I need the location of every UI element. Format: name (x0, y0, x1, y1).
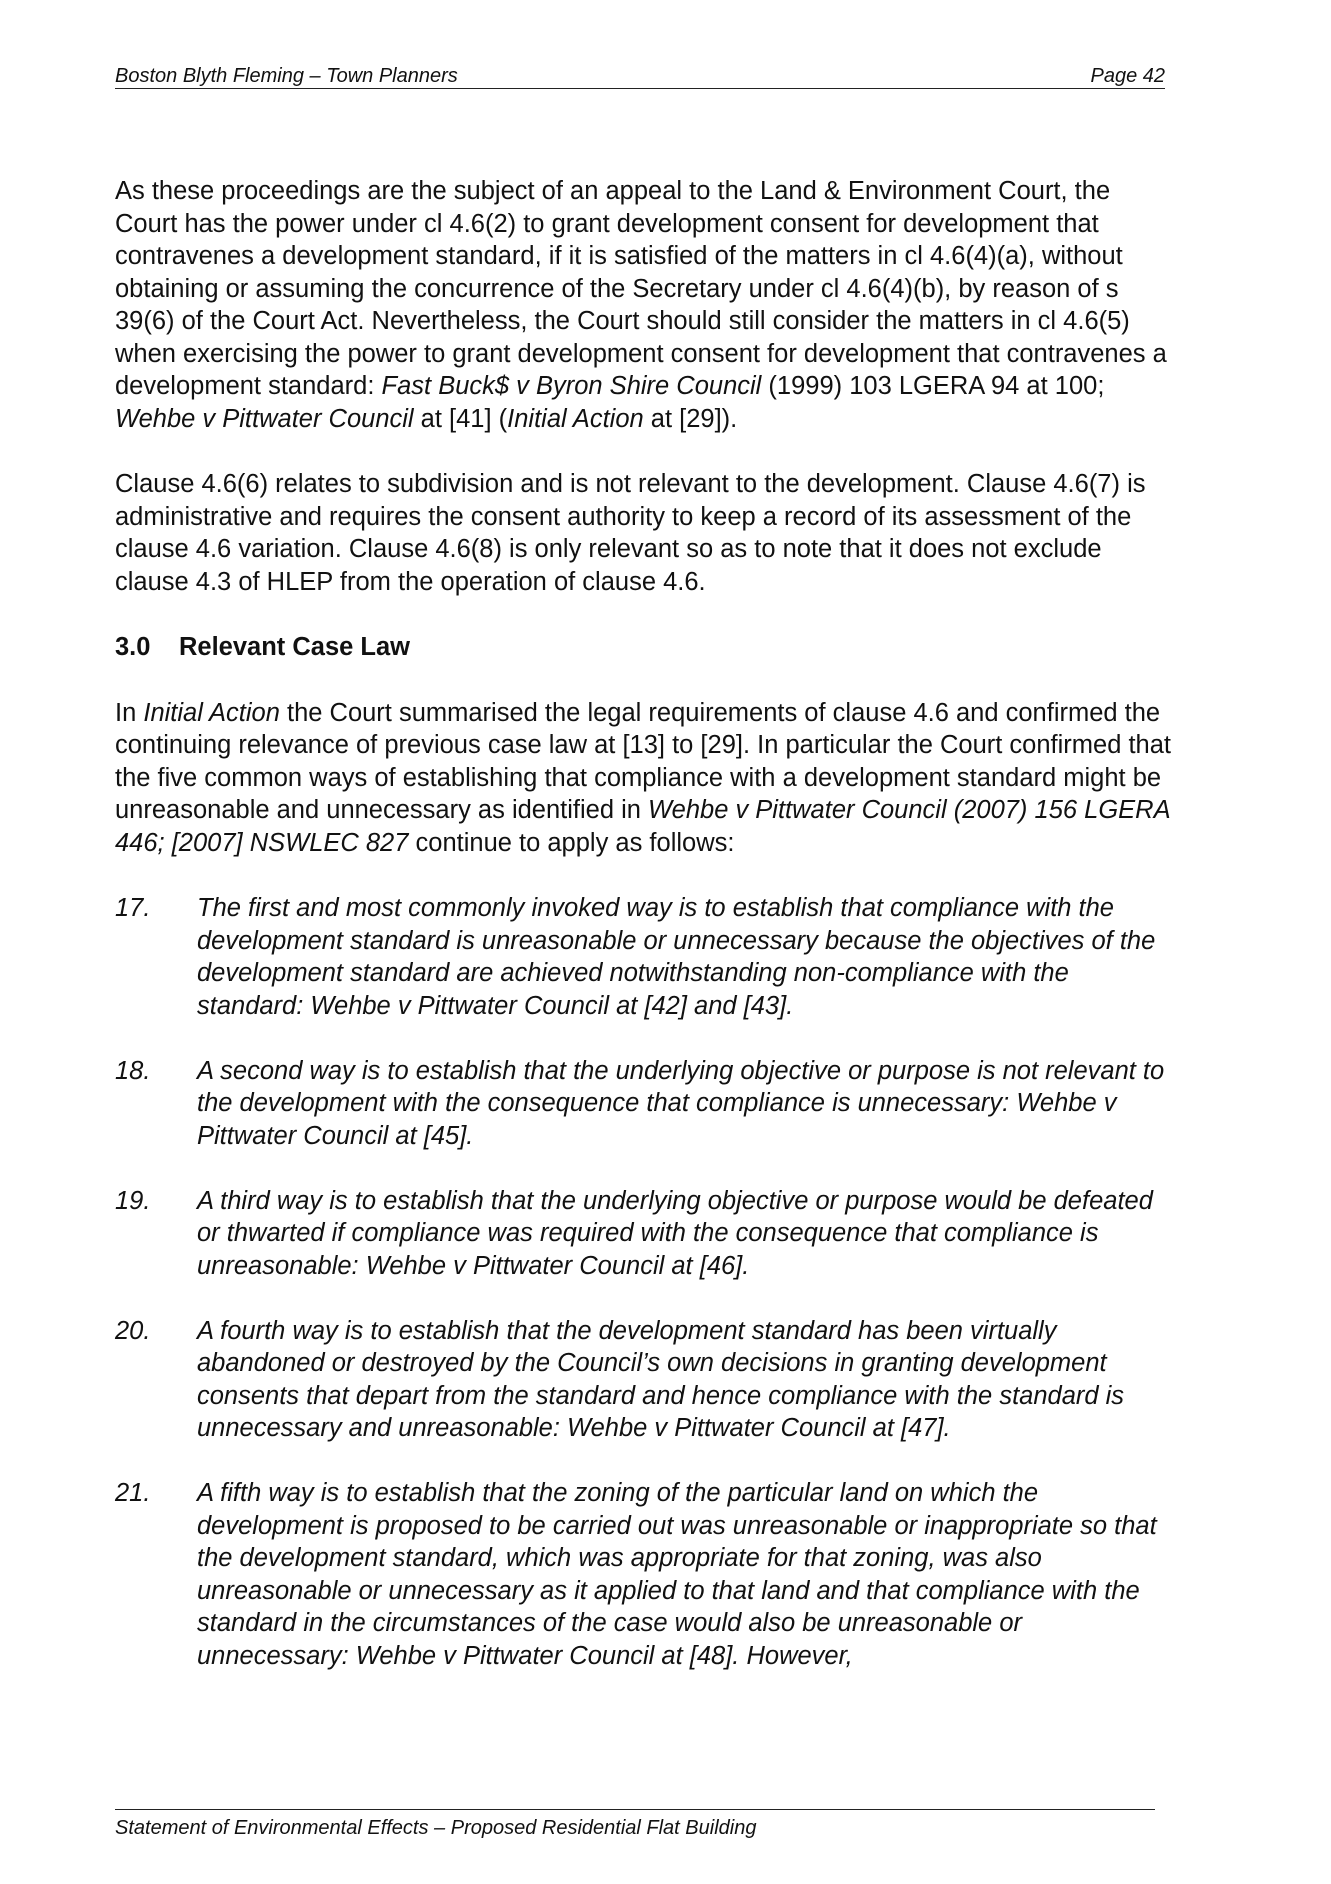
paragraph-case-law-text-1: In (115, 698, 144, 727)
list-item-number: 21. (115, 1479, 151, 1507)
case-citation-initial-action-2: Initial Action (143, 698, 280, 727)
page-footer: Statement of Environmental Effects – Proposed Residential Flat Building (115, 1809, 1155, 1840)
paragraph-court-power-text-2: (1999) 103 LGERA 94 at 100; (761, 372, 1105, 400)
section-title: Relevant Case Law (179, 633, 411, 661)
case-citation-wehbe-full: Wehbe v Pittwater Council (2007) 156 LGERA 446; [2007] NSWLEC 827 (115, 796, 1170, 857)
quoted-judgment-list (115, 892, 1175, 1672)
paragraph-court-power-text-4: at [29]). (643, 404, 738, 433)
list-item (115, 1055, 1175, 1153)
list-item (115, 1185, 1175, 1283)
list-item-number: 19. (115, 1186, 151, 1215)
list-item-text: A fourth way is to establish that the development standard has been virtually abandoned or destroyed by the Council’s own decisions in granting development consents that depart from the standard and hence compliance with the standard is unnecessary and unreasonable: Wehbe v Pittwater Council at [47]. (197, 1316, 1125, 1442)
section-heading (115, 631, 1175, 664)
list-item-number: 20. (115, 1316, 151, 1345)
page-body (115, 175, 1175, 1672)
list-item-text: A second way is to establish that the underlying objective or purpose is not relevant to the development with the consequence that compliance is unnecessary: Wehbe v Pittwater Council at [45]. (197, 1056, 1165, 1150)
list-item-number: 17. (115, 894, 151, 922)
case-citation-wehbe: Wehbe v Pittwater Council (115, 404, 414, 433)
section-number: 3.0 (115, 633, 151, 661)
header-page-number: Page 42 (1090, 65, 1165, 87)
paragraph-court-power (115, 175, 1175, 435)
paragraph-case-law-text-3: continue to apply as follows: (408, 828, 735, 857)
page-header (115, 64, 1165, 89)
header-firm-name: Boston Blyth Fleming – Town Planners (115, 65, 458, 87)
list-item-text: A third way is to establish that the underlying objective or purpose would be defeated or thwarted if compliance was required with the consequence that compliance is unreasonable: Wehbe v Pittwater Council at [46]. (197, 1186, 1153, 1280)
list-item-text: A fifth way is to establish that the zoning of the particular land on which the development is proposed to be carried out was unreasonable or inappropriate so that the development standard, which was appropriate for that zoning, was also unreasonable or unnecessary as it applied to that land and that compliance with the standard in the circumstances of the case would also be unreasonable or unnecessary: Wehbe v Pittwater Council at [48]. However, (197, 1479, 1157, 1670)
paragraph-case-law-summary (115, 697, 1175, 860)
case-citation-fast-buck: Fast Buck$ v Byron Shire Council (381, 372, 762, 400)
list-item-number: 18. (115, 1056, 151, 1085)
list-item-text: The first and most commonly invoked way is to establish that compliance with the development standard is unreasonable or unnecessary because the objectives of the development standard are achieved notwithstanding non-compliance with the standard: Wehbe v Pittwater Council at [42] and [43]. (197, 894, 1156, 1020)
paragraph-court-power-text-1: As these proceedings are the subject of an appeal to the Land & Environment Court, the Court has the power under cl 4.6(2) to grant development consent for development that contravenes a development standard, if it is satisfied of the matters in cl 4.6(4)(a), without obtaining or assuming the concurrence of the Secretary under cl 4.6(4)(b), by reason of s 39(6) of the Court Act. Nevertheless, the Court should still consider the matters in cl 4.6(5) when exercising the power to grant development consent for development that contravenes a development standard: (115, 177, 1167, 400)
list-item (115, 1315, 1175, 1445)
paragraph-case-law-text-2: the Court summarised the legal requirements of clause 4.6 and confirmed the continuing relevance of previous case law at [13] to [29]. In particular the Court confirmed that the five common ways of establishing that compliance with a development standard might be unreasonable and unnecessary as identified in (115, 698, 1171, 824)
case-citation-initial-action: Initial Action (507, 404, 644, 433)
paragraph-court-power-text-3: at [41] ( (413, 404, 508, 433)
list-item (115, 1477, 1175, 1672)
paragraph-clause-subclauses: Clause 4.6(6) relates to subdivision and is not relevant to the development. Clause 4.6(7) is administrative and requires the consent authority to keep a record of its assessment of the clause 4.6 variation. Clause 4.6(8) is only relevant so as to note that it does not exclude clause 4.3 of HLEP from the operation of clause 4.6. (115, 470, 1146, 596)
list-item (115, 892, 1175, 1022)
